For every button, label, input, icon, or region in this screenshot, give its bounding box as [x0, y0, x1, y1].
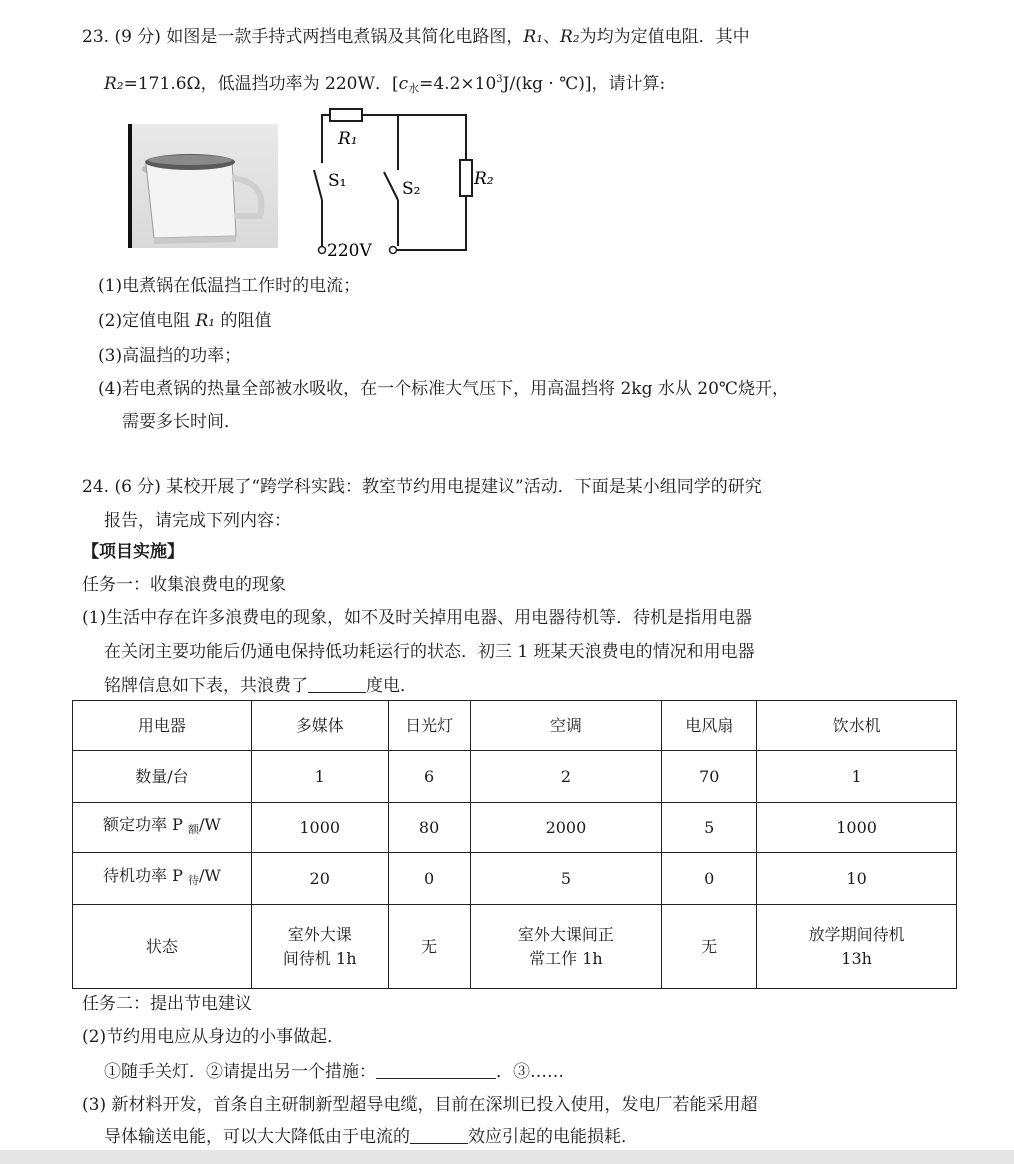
table-cell: 0: [662, 853, 757, 905]
table-cell: [251, 905, 388, 989]
table-header-cell: 多媒体: [251, 701, 388, 751]
table-cell: 2: [470, 751, 662, 803]
q24-line-1: 24. (6 分) 某校开展了“跨学科实践：教室节约用电提建议”活动．下面是某小组同学的研究: [82, 477, 762, 497]
q23-intro-tail: 为均为定值电阻．其中: [579, 27, 750, 47]
q24-para-3b-prefix: 导体输送电能，可以大大降低由于电流的: [104, 1127, 410, 1147]
q24-para-3a: (3) 新材料开发，首条自主研制新型超导电缆，目前在深圳已投入使用，发电厂若能采用超: [82, 1095, 758, 1115]
terminal-right: [390, 247, 397, 254]
table-row-count: [73, 751, 957, 803]
q24-para-1b: 在关闭主要功能后仍通电保持低功耗运行的状态．初三 1 班某天浪费电的情况和用电器: [104, 642, 755, 662]
standby-label-subscript: 待: [187, 874, 199, 887]
rice-cooker-photo: [128, 124, 278, 248]
status-line: 无: [701, 936, 718, 956]
status-line: 无: [421, 936, 438, 956]
table-cell: [757, 905, 957, 989]
status-line: 13h: [841, 948, 872, 968]
circuit-diagram: [296, 100, 494, 265]
q23-c-value: =4.2×10: [419, 74, 497, 94]
q23-r1-symbol: R₁: [523, 27, 543, 47]
r2-resistor: [460, 160, 472, 196]
q23-item-4a: (4)若电煮锅的热量全部被水吸收，在一个标准大气压下，用高温挡将 2kg 水从 20℃烧开，: [98, 379, 789, 399]
table-header-cell: 用电器: [73, 701, 252, 751]
table-cell: 2000: [470, 803, 662, 853]
s2-switch-blade: [384, 172, 398, 200]
q23-separator: 、: [542, 27, 560, 47]
status-line: 室外大课间正: [517, 924, 614, 944]
s2-label: S₂: [402, 179, 421, 199]
q23-line-2: [104, 68, 665, 101]
table-cell: 70: [662, 751, 757, 803]
q24-task-1: 任务一：收集浪费电的现象: [82, 575, 286, 595]
q23-r2-value-symbol: R₂: [104, 74, 124, 94]
s1-label: S₁: [328, 171, 347, 191]
rated-label-text: 额定功率 P: [102, 815, 188, 834]
q23-item-3: (3)高温挡的功率；: [98, 346, 242, 366]
status-line: 室外大课: [287, 924, 352, 944]
table-header-cell: 日光灯: [388, 701, 470, 751]
terminal-left: [319, 247, 326, 254]
table-cell: 5: [470, 853, 662, 905]
row-label-status: 状态: [73, 905, 252, 989]
q23-item-4b: 需要多长时间．: [122, 412, 241, 432]
table-row-rated-power: [73, 803, 957, 853]
q24-para-2b-prefix: ①随手关灯．②请提出另一个措施：: [104, 1062, 376, 1082]
r1-label: R₁: [338, 129, 358, 149]
status-line: 常工作 1h: [529, 948, 603, 968]
rice-cooker-illustration: [128, 124, 278, 248]
q23-item-2: [98, 309, 272, 333]
q24-para-3b: [104, 1125, 638, 1149]
table-header-cell: 电风扇: [662, 701, 757, 751]
q23-c-symbol: c: [398, 74, 409, 94]
q24-para-2b: [104, 1060, 564, 1084]
table-row-standby-power: [73, 853, 957, 905]
status-line: 间待机 1h: [282, 948, 357, 968]
table-cell: 6: [388, 751, 470, 803]
table-cell: 1: [757, 751, 957, 803]
q23-item-1: (1)电煮锅在低温挡工作时的电流；: [98, 276, 361, 296]
table-cell: [470, 905, 662, 989]
q23-item-2-r1: R₁: [195, 311, 216, 331]
q23-line-1: [82, 25, 750, 49]
q23-given-values: =171.6Ω，低温挡功率为 220W．[: [123, 74, 399, 94]
q24-task-2: 任务二：提出节电建议: [82, 994, 252, 1014]
table-cell: 0: [388, 853, 470, 905]
rated-label-unit: /W: [198, 815, 221, 834]
q23-r2-symbol: R₂: [559, 27, 580, 47]
q24-para-3b-suffix: 效应引起的电能损耗．: [468, 1127, 638, 1147]
r1-resistor: [330, 109, 362, 121]
q24-section-heading: 【项目实施】: [82, 542, 184, 562]
appliance-table: [72, 700, 957, 989]
status-line: 放学期间待机: [808, 924, 905, 944]
voltage-label: 220V: [327, 241, 372, 261]
answer-blank-2[interactable]: [376, 1062, 496, 1079]
q23-item-2-suffix: 的阻值: [215, 311, 272, 331]
q23-c-exponent: 3: [496, 74, 503, 85]
rated-label-subscript: 额: [187, 823, 199, 836]
table-cell: 20: [251, 853, 388, 905]
q24-para-1a: (1)生活中存在许多浪费电的现象，如不及时关掉用电器、用电器待机等．待机是指用电器: [82, 608, 753, 628]
table-header-cell: 饮水机: [757, 701, 957, 751]
q24-para-1c-suffix: 度电．: [366, 676, 417, 696]
row-label-standby-power: [73, 853, 252, 905]
q24-line-2: 报告，请完成下列内容：: [104, 511, 291, 531]
table-cell: 1: [251, 751, 388, 803]
q24-para-2b-suffix: ．③……: [496, 1062, 564, 1082]
table-cell: 80: [388, 803, 470, 853]
row-label-count: 数量/台: [73, 751, 252, 803]
table-cell: 1000: [757, 803, 957, 853]
q23-intro: 23. (9 分) 如图是一款手持式两挡电煮锅及其简化电路图，: [82, 27, 524, 47]
table-header-cell: 空调: [470, 701, 662, 751]
q23-c-subscript: 水: [408, 82, 420, 95]
table-cell: 10: [757, 853, 957, 905]
bottom-scroll-strip: [0, 1150, 1014, 1164]
answer-blank-3[interactable]: [410, 1127, 468, 1144]
table-header-row: [73, 701, 957, 751]
s1-switch-blade: [314, 170, 322, 200]
row-label-rated-power: [73, 803, 252, 853]
table-cell: 5: [662, 803, 757, 853]
table-cell: [662, 905, 757, 989]
table-row-status: [73, 905, 957, 989]
q23-c-unit: J/(kg · ℃)]，请计算:: [502, 74, 666, 94]
q23-item-2-prefix: (2)定值电阻: [98, 311, 196, 331]
q24-para-1c: [104, 674, 417, 698]
q24-para-1c-prefix: 铭牌信息如下表，共浪费了: [104, 676, 308, 696]
r2-label: R₂: [474, 169, 494, 189]
table-cell: [388, 905, 470, 989]
answer-blank-1[interactable]: [308, 676, 366, 693]
standby-label-unit: /W: [198, 866, 221, 885]
table-cell: 1000: [251, 803, 388, 853]
q24-para-2: (2)节约用电应从身边的小事做起．: [82, 1027, 345, 1047]
standby-label-text: 待机功率 P: [102, 866, 188, 885]
